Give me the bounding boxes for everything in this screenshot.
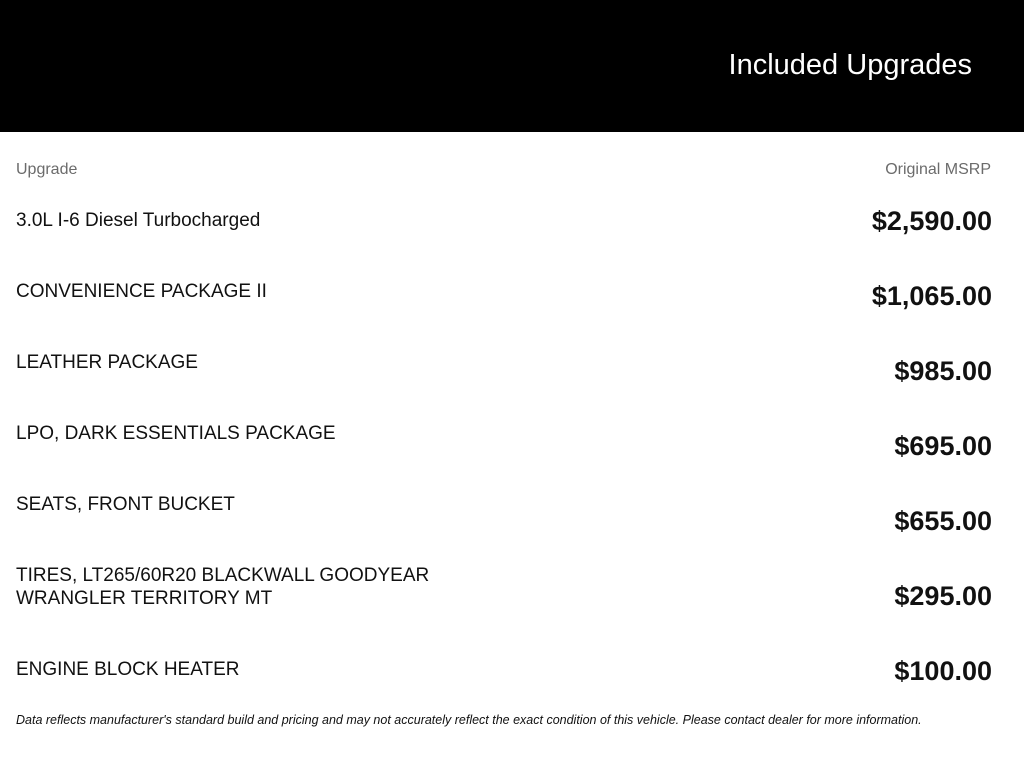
upgrade-price: $985.00 bbox=[894, 356, 992, 386]
upgrade-price: $2,590.00 bbox=[871, 206, 992, 236]
upgrade-price: $1,065.00 bbox=[871, 281, 992, 311]
disclaimer-text: Data reflects manufacturer's standard build and pricing and may not accurately reflect the exact condition of this vehicle. Please contact dealer for more information. bbox=[16, 713, 922, 727]
upgrade-price: $295.00 bbox=[894, 581, 992, 611]
column-header-upgrade: Upgrade bbox=[16, 161, 78, 178]
upgrade-price: $695.00 bbox=[894, 431, 992, 461]
upgrade-name: LPO, DARK ESSENTIALS PACKAGE bbox=[16, 423, 336, 444]
column-header-msrp: Original MSRP bbox=[885, 161, 991, 178]
upgrade-name: SEATS, FRONT BUCKET bbox=[16, 494, 235, 515]
upgrade-price: $655.00 bbox=[894, 506, 992, 536]
upgrade-name: ENGINE BLOCK HEATER bbox=[16, 659, 240, 680]
upgrade-name: LEATHER PACKAGE bbox=[16, 352, 198, 373]
upgrade-name: 3.0L I-6 Diesel Turbocharged bbox=[16, 210, 261, 231]
upgrade-price: $100.00 bbox=[894, 656, 992, 686]
upgrade-name: TIRES, LT265/60R20 BLACKWALL GOODYEAR WRANGLER TERRITORY MT bbox=[16, 565, 430, 609]
page-title: Included Upgrades bbox=[728, 49, 972, 81]
upgrade-name: CONVENIENCE PACKAGE II bbox=[16, 281, 267, 302]
